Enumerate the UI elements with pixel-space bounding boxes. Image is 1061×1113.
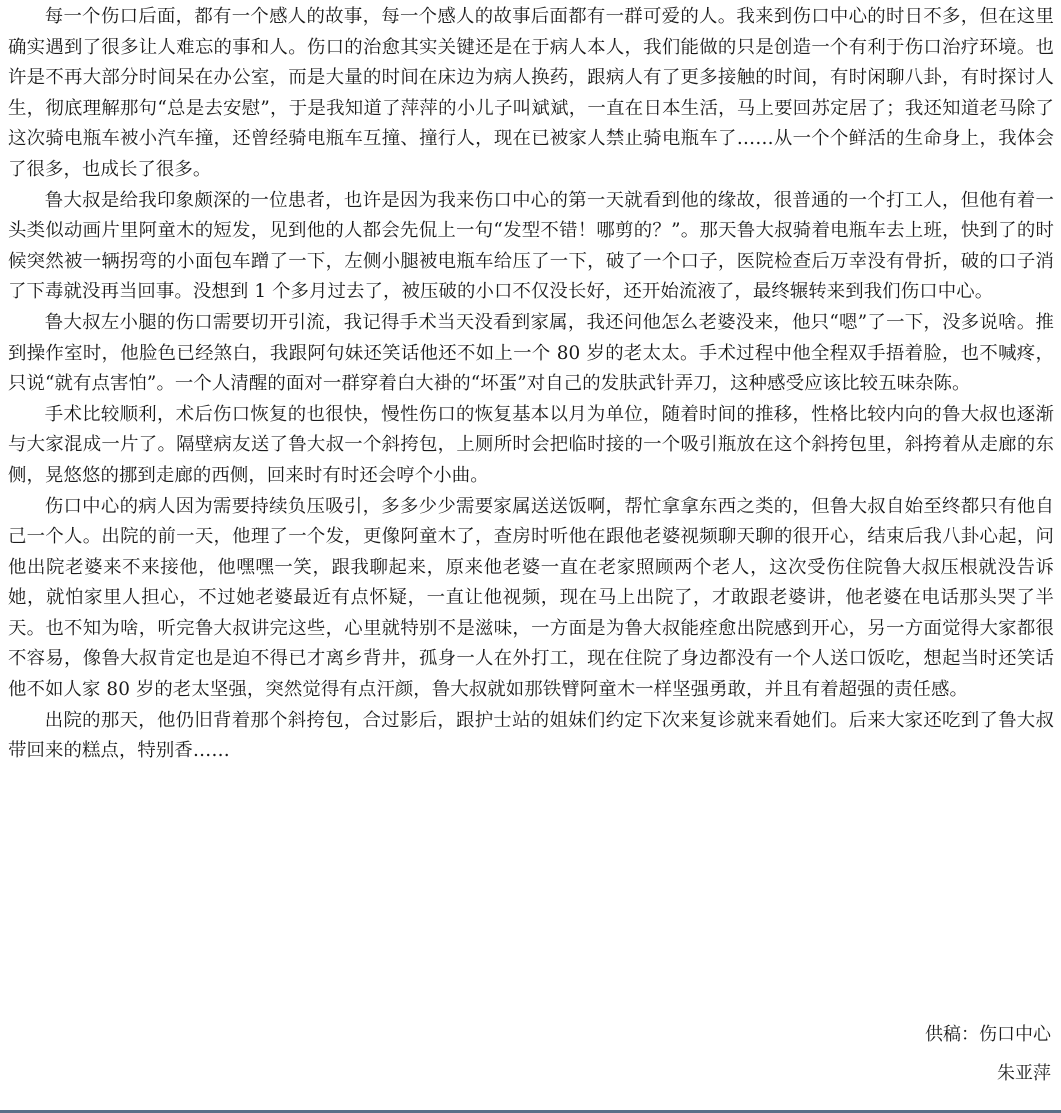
signature-author: 朱亚萍	[997, 1063, 1051, 1084]
signature-source: 供稿：伤口中心	[925, 1024, 1051, 1045]
paragraph-5: 伤口中心的病人因为需要持续负压吸引，多多少少需要家属送送饭啊，帮忙拿拿东西之类的，但鲁大叔自始至终都只有他自己一个人。出院的前一天，他理了一个发，更像阿童木了，查房时听他在跟他老婆视频聊天聊的很开心，结束后我八卦心起，问他出院老婆来不来接他，他嘿嘿一笑，跟我聊起来，原来他老婆一直在老家照顾两个老人，这次受伤住院鲁大叔压根就没告诉她，就怕家里人担心，不过她老婆最近有点怀疑，一直让他视频，现在马上出院了，才敢跟老婆讲，他老婆在电话那头哭了半天。也不知为啥，听完鲁大叔讲完这些，心里就特别不是滋味，一方面是为鲁大叔能痊愈出院感到开心，另一方面觉得大家都很不容易，像鲁大叔肯定也是迫不得已才离乡背井，孤身一人在外打工，现在住院了身边都没有一个人送口饭吃，想起当时还笑话他不如人家 80 岁的老太坚强，突然觉得有点汗颜，鲁大叔就如那铁臂阿童木一样坚强勇敢，并且有着超强的责任感。	[8, 495, 1054, 701]
paragraph-2: 鲁大叔是给我印象颇深的一位患者，也许是因为我来伤口中心的第一天就看到他的缘故，很普通的一个打工人，但他有着一头类似动画片里阿童木的短发，见到他的人都会先侃上一句“发型不错！哪剪的？”。那天鲁大叔骑着电瓶车去上班，快到了的时候突然被一辆拐弯的小面包车蹭了一下，左侧小腿被电瓶车给压了一下，破了一个口子，医院检查后万幸没有骨折，破的口子消了下毒就没再当回事。没想到 1 个多月过去了，被压破的小口不仅没长好，还开始流液了，最终辗转来到我们伤口中心。	[8, 189, 1054, 303]
paragraph-4: 手术比较顺利，术后伤口恢复的也很快，慢性伤口的恢复基本以月为单位，随着时间的推移，性格比较内向的鲁大叔也逐渐与大家混成一片了。隔壁病友送了鲁大叔一个斜挎包，上厕所时会把临时接的一个吸引瓶放在这个斜挎包里，斜挎着从走廊的东侧，晃悠悠的挪到走廊的西侧，回来时有时还会哼个小曲。	[8, 403, 1054, 486]
paragraph-6: 出院的那天，他仍旧背着那个斜挎包，合过影后，跟护士站的姐妹们约定下次来复诊就来看她们。后来大家还吃到了鲁大叔带回来的糕点，特别香……	[8, 709, 1054, 762]
paragraph-3: 鲁大叔左小腿的伤口需要切开引流，我记得手术当天没看到家属，我还问他怎么老婆没来，他只“嗯”了一下，没多说啥。推到操作室时，他脸色已经煞白，我跟阿句妹还笑话他还不如上一个 80 岁的老太太。手术过程中他全程双手捂着脸，也不喊疼，只说“就有点害怕”。一个人清醒的面对一群穿着白大褂的“坏蛋”对自己的发肤武针弄刀，这种感受应该比较五味杂陈。	[8, 311, 1054, 395]
article-body	[8, 2, 1054, 767]
paragraph-1: 每一个伤口后面，都有一个感人的故事，每一个感人的故事后面都有一群可爱的人。我来到伤口中心的时日不多，但在这里确实遇到了很多让人难忘的事和人。伤口的治愈其实关键还是在于病人本人，我们能做的只是创造一个有利于伤口治疗环境。也许是不再大部分时间呆在办公室，而是大量的时间在床边为病人换药，跟病人有了更多接触的时间，有时闲聊八卦，有时探讨人生，彻底理解那句“总是去安慰”，于是我知道了萍萍的小儿子叫斌斌，一直在日本生活，马上要回苏定居了；我还知道老马除了这次骑电瓶车被小汽车撞，还曾经骑电瓶车互撞、撞行人，现在已被家人禁止骑电瓶车了……从一个个鲜活的生命身上，我体会了很多，也成长了很多。	[8, 6, 1054, 180]
